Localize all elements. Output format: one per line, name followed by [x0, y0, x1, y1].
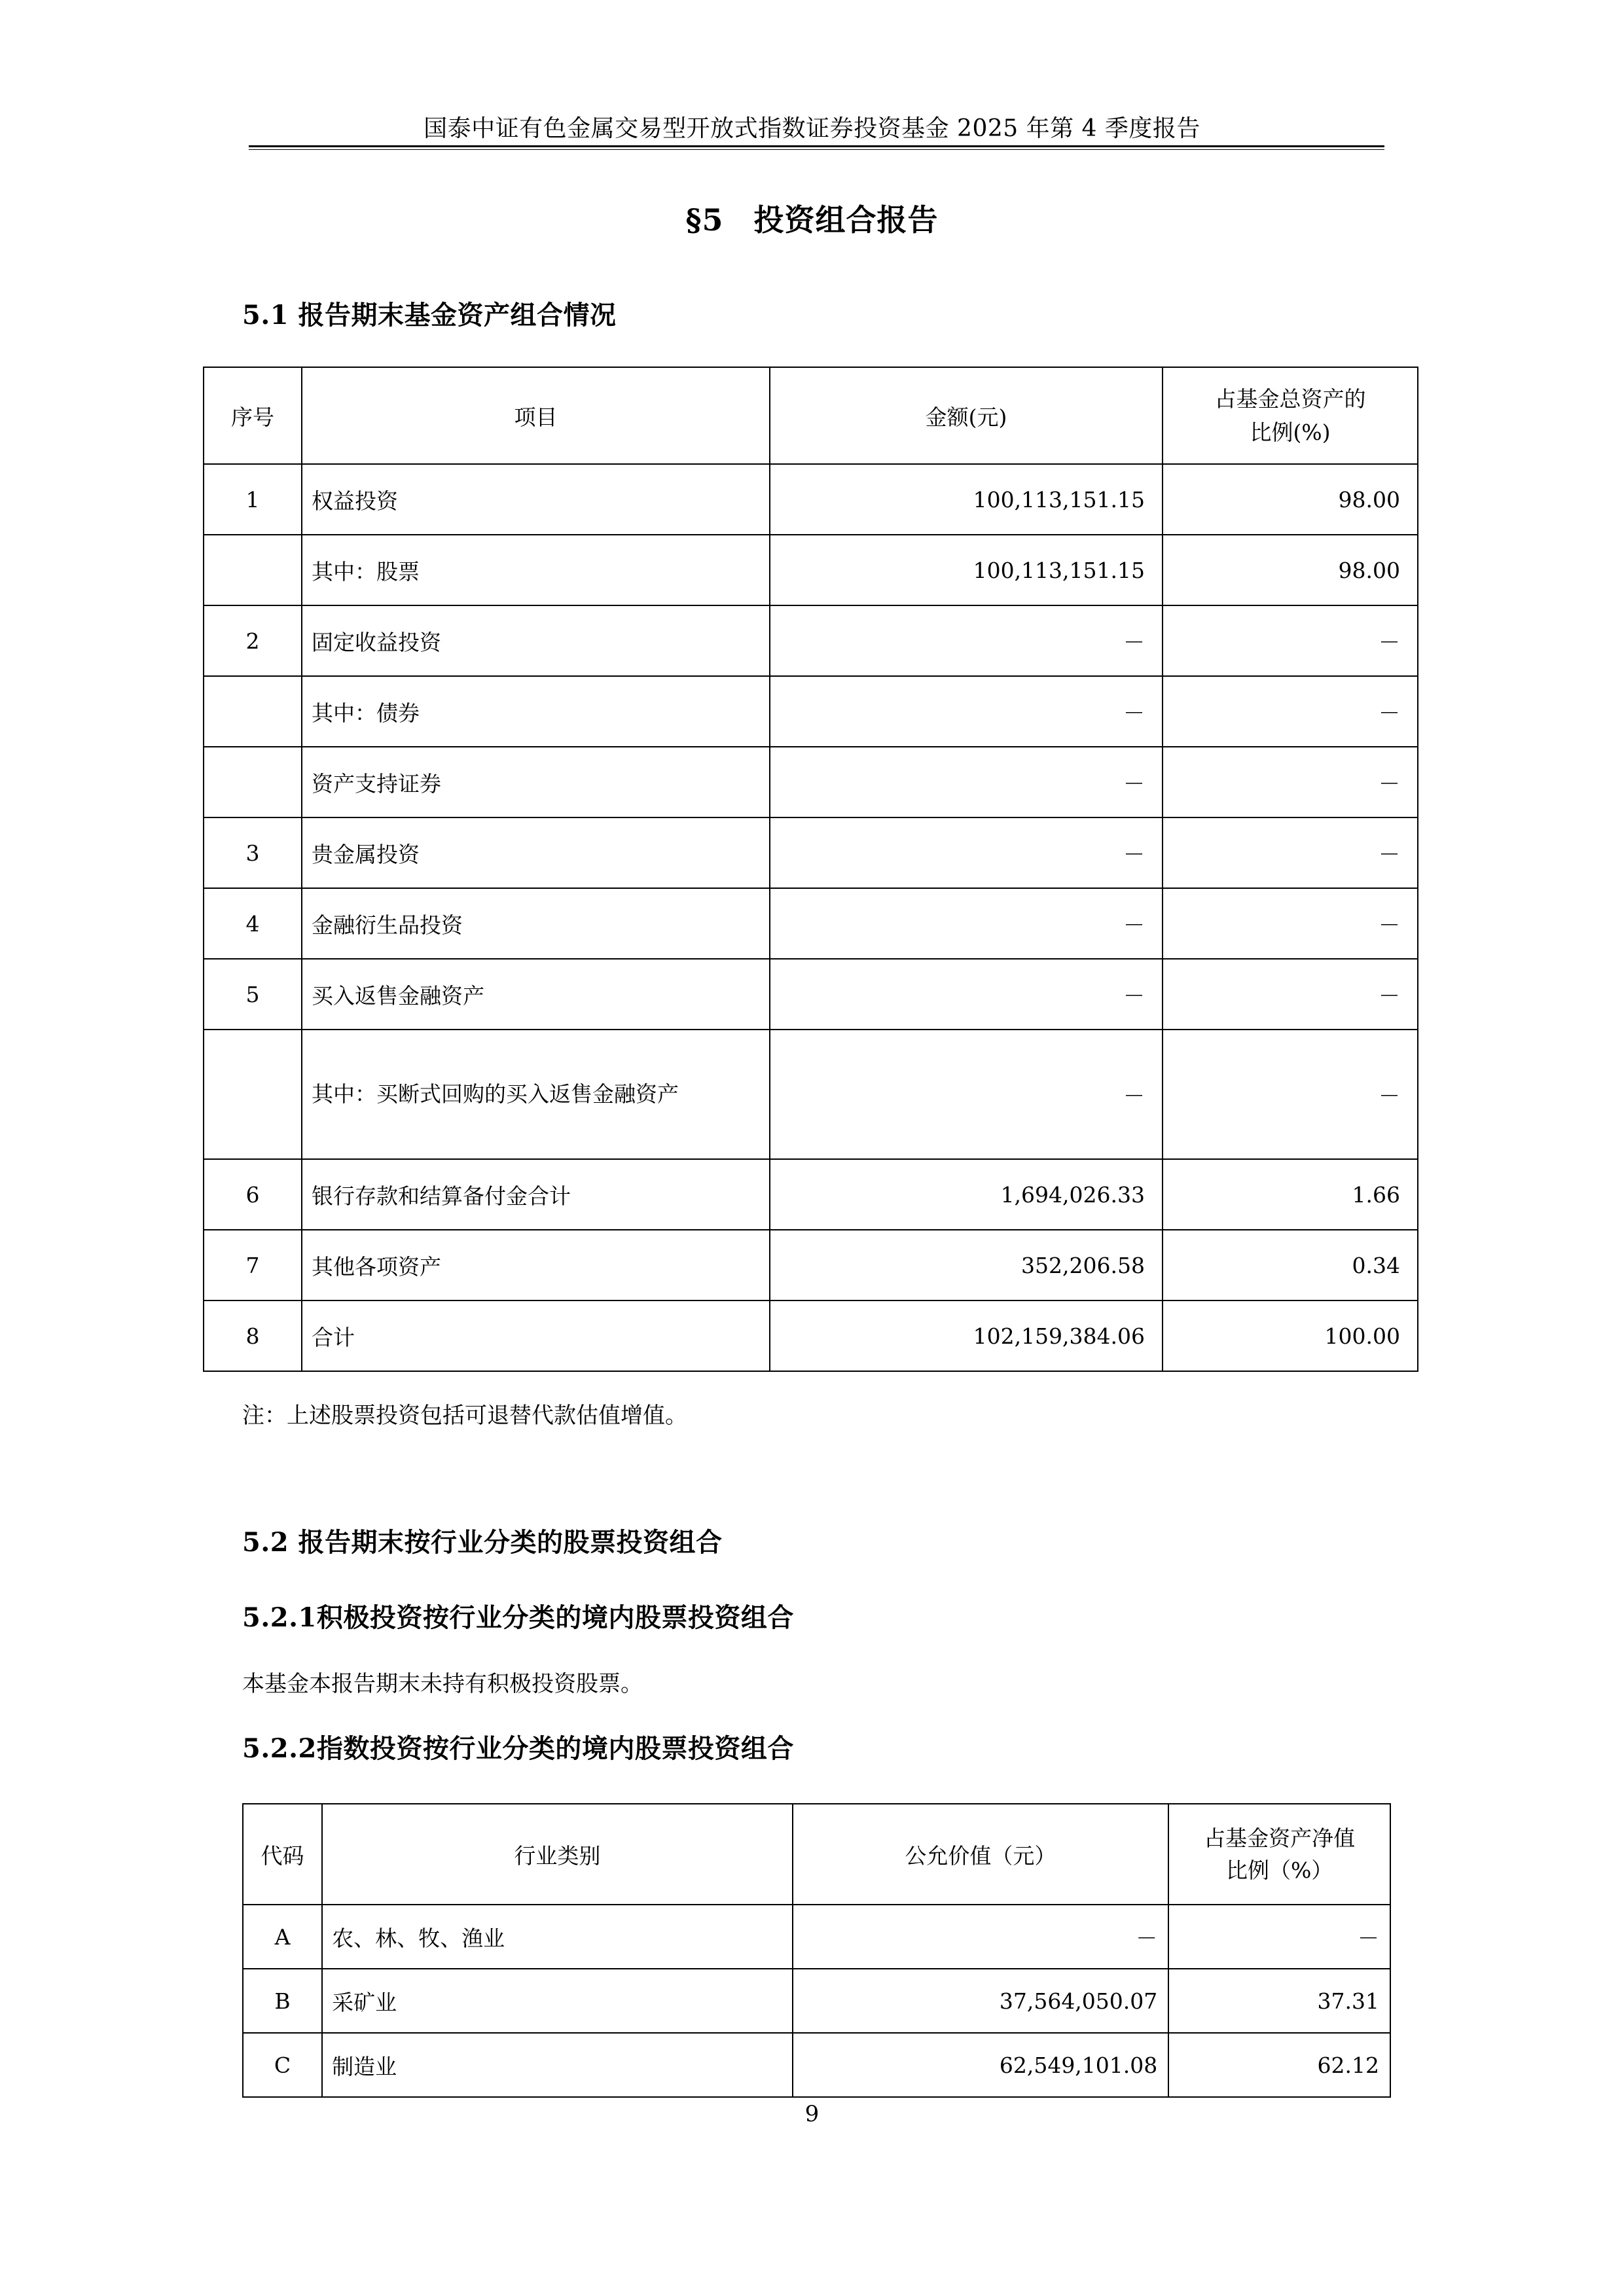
col-header-ratio-line1: 占基金总资产的 — [1214, 386, 1366, 412]
row-no: 5 — [204, 959, 302, 1030]
heading-5-2: 5.2 报告期末按行业分类的股票投资组合 — [242, 1527, 723, 1558]
row-amount: 352,206.58 — [770, 1230, 1163, 1300]
table-header-row — [243, 1804, 1390, 1905]
table-row — [204, 817, 1418, 888]
row-ratio: － — [1163, 959, 1418, 1030]
header-divider — [249, 145, 1384, 147]
table-row — [204, 1300, 1418, 1371]
col-header-ratio-line1: 占基金资产净值 — [1204, 1825, 1356, 1851]
table-row — [204, 1159, 1418, 1230]
heading-5-2-1: 5.2.1积极投资按行业分类的境内股票投资组合 — [242, 1602, 794, 1633]
row-ratio: － — [1163, 1030, 1418, 1159]
row-ratio: － — [1168, 1905, 1390, 1969]
row-no: 2 — [204, 605, 302, 676]
row-amount: 100,113,151.15 — [770, 464, 1163, 535]
table-row — [243, 2033, 1390, 2097]
row-no: 3 — [204, 817, 302, 888]
running-header — [0, 110, 1624, 143]
heading-5-2-2: 5.2.2指数投资按行业分类的境内股票投资组合 — [242, 1733, 794, 1764]
row-amount: － — [770, 747, 1163, 817]
col-header-item: 项目 — [302, 367, 770, 464]
row-no — [204, 535, 302, 605]
row-amount: － — [770, 959, 1163, 1030]
row-item: 买入返售金融资产 — [302, 959, 770, 1030]
row-item: 金融衍生品投资 — [302, 888, 770, 959]
row-amount: － — [770, 1030, 1163, 1159]
table-row — [204, 959, 1418, 1030]
row-code: A — [243, 1905, 322, 1969]
row-item: 贵金属投资 — [302, 817, 770, 888]
row-item: 其他各项资产 — [302, 1230, 770, 1300]
col-header-no: 序号 — [204, 367, 302, 464]
row-ratio: 37.31 — [1168, 1969, 1390, 2033]
table-row — [204, 1230, 1418, 1300]
row-ratio: 62.12 — [1168, 2033, 1390, 2097]
col-header-amount: 金额(元) — [770, 367, 1163, 464]
row-ratio: 100.00 — [1163, 1300, 1418, 1371]
row-no: 6 — [204, 1159, 302, 1230]
row-fair-value: 62,549,101.08 — [793, 2033, 1169, 2097]
page-title — [0, 196, 1624, 240]
row-ratio: 98.00 — [1163, 535, 1418, 605]
row-item: 银行存款和结算备付金合计 — [302, 1159, 770, 1230]
row-amount: － — [770, 888, 1163, 959]
row-item: 合计 — [302, 1300, 770, 1371]
page-title-text: 投资组合报告 — [753, 202, 939, 238]
row-no: 1 — [204, 464, 302, 535]
row-amount: 102,159,384.06 — [770, 1300, 1163, 1371]
row-amount: － — [770, 817, 1163, 888]
row-ratio: － — [1163, 676, 1418, 747]
table-row — [204, 605, 1418, 676]
table-row — [204, 888, 1418, 959]
page-number: 9 — [804, 2101, 820, 2127]
row-fair-value: － — [793, 1905, 1169, 1969]
section-mark: §5 — [685, 202, 724, 238]
asset-composition-note: 注：上述股票投资包括可退替代款估值增值。 — [242, 1403, 687, 1429]
row-item: 固定收益投资 — [302, 605, 770, 676]
col-header-ratio-line2: 比例(%) — [1250, 420, 1331, 445]
row-code: B — [243, 1969, 322, 2033]
row-item: 其中：债券 — [302, 676, 770, 747]
row-amount: 1,694,026.33 — [770, 1159, 1163, 1230]
table-row — [204, 464, 1418, 535]
row-ratio: 0.34 — [1163, 1230, 1418, 1300]
row-amount: － — [770, 676, 1163, 747]
row-no — [204, 747, 302, 817]
industry-composition-table — [242, 1803, 1391, 2098]
row-no — [204, 1030, 302, 1159]
col-header-ratio — [1163, 367, 1418, 464]
running-header-title: 国泰中证有色金属交易型开放式指数证券投资基金 2025 年第 4 季度报告 — [424, 115, 1200, 142]
table-row — [204, 676, 1418, 747]
row-fair-value: 37,564,050.07 — [793, 1969, 1169, 2033]
col-header-fair-value: 公允价值（元） — [793, 1804, 1169, 1905]
heading-5-1: 5.1 报告期末基金资产组合情况 — [242, 300, 617, 331]
paragraph-5-2-1: 本基金本报告期末未持有积极投资股票。 — [242, 1671, 643, 1697]
table-row — [243, 1969, 1390, 2033]
row-category: 采矿业 — [322, 1969, 792, 2033]
row-no — [204, 676, 302, 747]
row-item: 其中：买断式回购的买入返售金融资产 — [302, 1030, 770, 1159]
table-row — [204, 747, 1418, 817]
row-ratio: － — [1163, 817, 1418, 888]
row-category: 农、林、牧、渔业 — [322, 1905, 792, 1969]
row-item: 其中：股票 — [302, 535, 770, 605]
row-no: 7 — [204, 1230, 302, 1300]
row-ratio: － — [1163, 605, 1418, 676]
table-row — [204, 1030, 1418, 1159]
row-ratio: 1.66 — [1163, 1159, 1418, 1230]
table-row — [243, 1905, 1390, 1969]
col-header-ratio — [1168, 1804, 1390, 1905]
row-amount: 100,113,151.15 — [770, 535, 1163, 605]
row-ratio: － — [1163, 747, 1418, 817]
row-no: 8 — [204, 1300, 302, 1371]
col-header-ratio-line2: 比例（%） — [1225, 1857, 1333, 1883]
col-header-code: 代码 — [243, 1804, 322, 1905]
row-no: 4 — [204, 888, 302, 959]
row-amount: － — [770, 605, 1163, 676]
col-header-category: 行业类别 — [322, 1804, 792, 1905]
table-row — [204, 535, 1418, 605]
row-code: C — [243, 2033, 322, 2097]
row-category: 制造业 — [322, 2033, 792, 2097]
row-ratio: － — [1163, 888, 1418, 959]
asset-composition-table — [203, 367, 1418, 1372]
row-item: 资产支持证券 — [302, 747, 770, 817]
row-item: 权益投资 — [302, 464, 770, 535]
row-ratio: 98.00 — [1163, 464, 1418, 535]
table-header-row — [204, 367, 1418, 464]
